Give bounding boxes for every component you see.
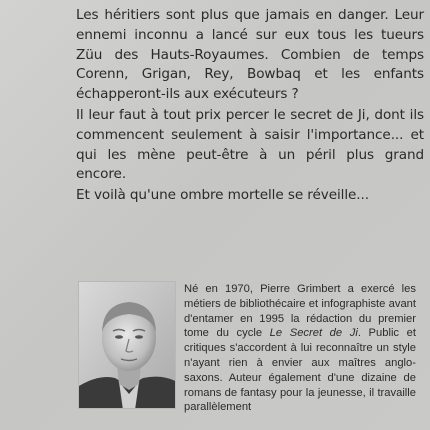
blurb-paragraph-2: Il leur faut à tout prix percer le secret de Ji, dont ils commencent seulement à saisir l'importance... et qui les mène peut-être à un péril plus grand encore. [76,106,424,183]
blurb-paragraph-3: Et voilà qu'une ombre mortelle se réveille... [76,187,369,204]
bio-text-part-1: Né en 1970, Pierre Grimbert a exercé les métiers de bibliothécaire et infographiste avant d'entamer en 1995 la rédaction du premier tome du cycle [184,283,416,340]
bio-text-part-2: . Public et critiques s'accordent à lui reconnaître un style n'ayant rien à envier aux maîtres anglo-saxons. Auteur également d'une dizaine de romans de fantasy pour la jeunesse, il travaille parallèlement [184,327,416,414]
author-biography [76,282,416,415]
blurb-text [76,6,424,206]
cycle-title: Le Secret de Ji [269,327,358,340]
blurb-paragraph-1: Les héritiers sont plus que jamais en danger. Leur ennemi inconnu a lancé sur eux tous les tueurs Züu des Hauts-Royaumes. Combien de temps Corenn, Grigan, Rey, Bowbaq et les enfants échapperont-ils aux exécuteurs ? [76,7,424,103]
